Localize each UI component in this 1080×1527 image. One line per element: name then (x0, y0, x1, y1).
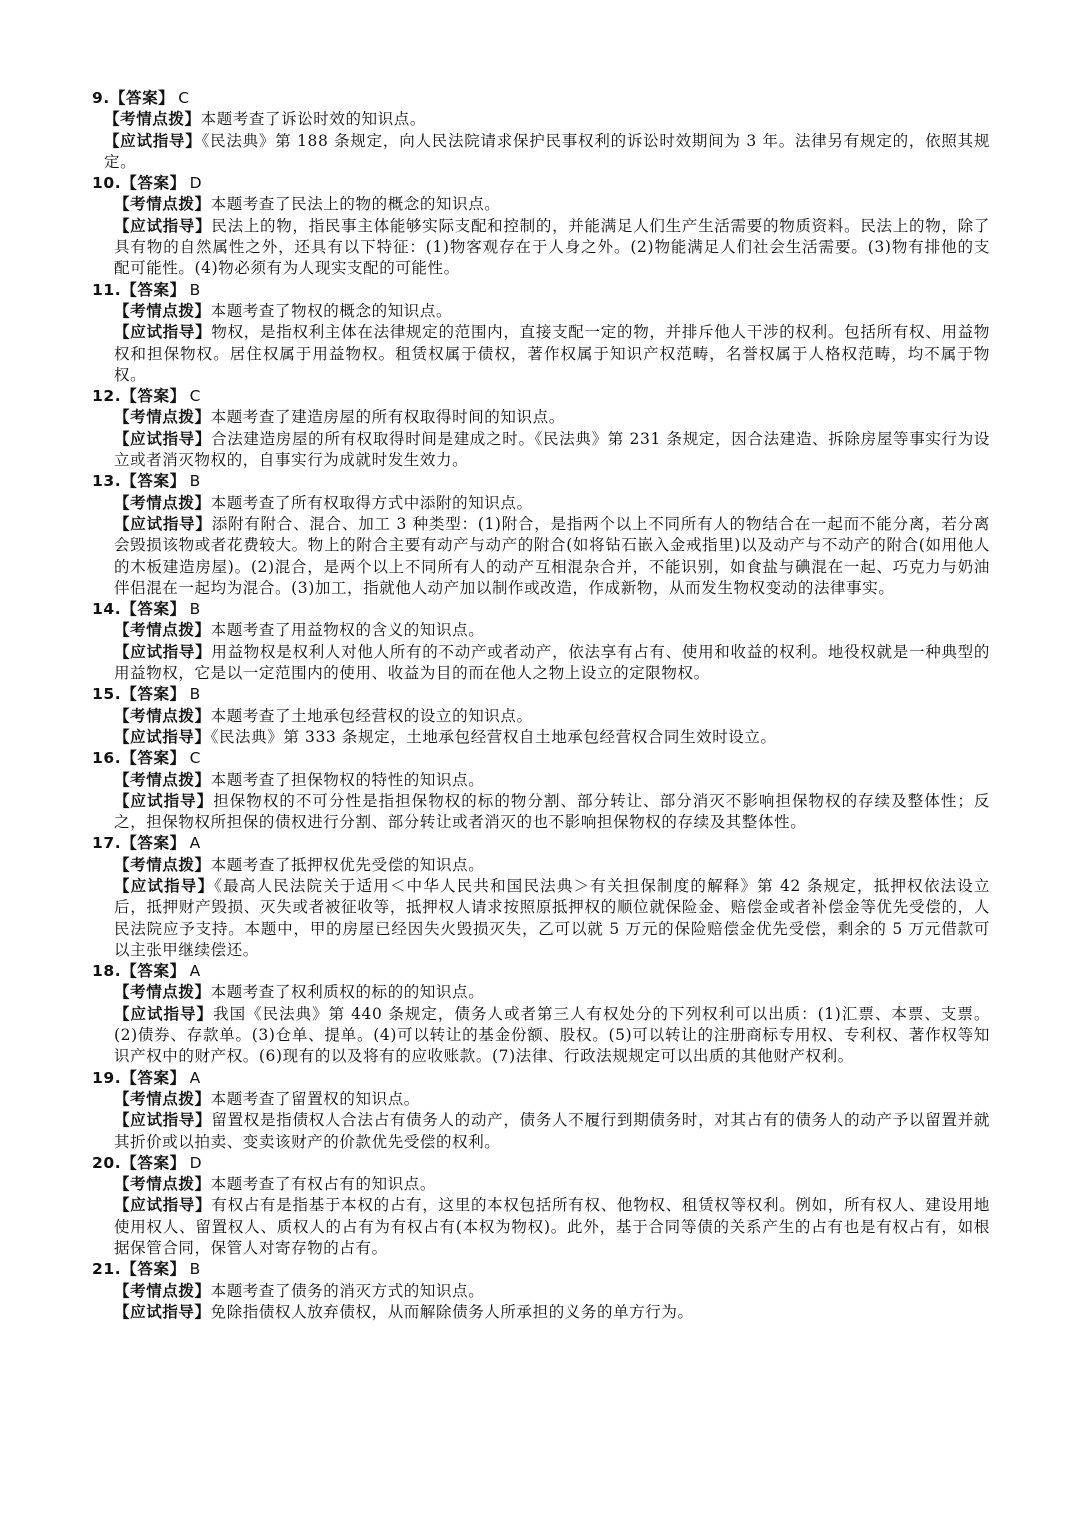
question-16 (92, 748, 990, 833)
points-label: 【考情点拨】 (114, 855, 211, 874)
exam-guide (92, 791, 990, 834)
question-number: 20. (92, 1153, 122, 1172)
exam-points (92, 855, 990, 876)
guide-label: 【应试指导】 (114, 1302, 211, 1321)
guide-label: 【应试指导】 (114, 216, 212, 235)
answer-line (92, 599, 990, 620)
points-label: 【考情点拨】 (114, 1089, 211, 1108)
exam-guide (92, 642, 990, 685)
answer-line (92, 88, 990, 109)
exam-points (92, 706, 990, 727)
guide-label: 【应试指导】 (114, 323, 212, 342)
guide-label: 【应试指导】 (114, 876, 215, 895)
guide-label: 【应试指导】 (114, 642, 212, 661)
guide-label: 【应试指导】 (114, 727, 211, 746)
answer-line (92, 684, 990, 705)
guide-label: 【应试指导】 (104, 131, 202, 150)
answer-label: 【答案】 (121, 174, 186, 193)
points-label: 【考情点拨】 (104, 110, 201, 129)
question-number: 15. (92, 685, 122, 704)
points-text: 本题考查了权利质权的标的的知识点。 (210, 983, 485, 1002)
guide-text: 用益物权是权利人对他人所有的不动产或者动产，依法享有占有、使用和收益的权利。地役权就是一种典型的用益物权，它是以一定范围内的使用、收益为目的而在他人之物上设立的定限物权。 (114, 642, 990, 683)
question-15 (92, 684, 990, 748)
points-text: 本题考查了留置权的知识点。 (210, 1089, 420, 1108)
question-number: 16. (92, 749, 122, 768)
exam-guide (92, 514, 990, 599)
answer-label: 【答案】 (121, 1068, 186, 1087)
exam-guide (92, 727, 990, 748)
guide-label: 【应试指导】 (114, 514, 212, 533)
exam-guide (92, 322, 990, 386)
points-text: 本题考查了诉讼时效的知识点。 (200, 110, 427, 129)
answer-value: D (189, 1153, 203, 1172)
answer-value: B (189, 472, 201, 491)
guide-label: 【应试指导】 (114, 1111, 212, 1130)
question-13 (92, 471, 990, 599)
answer-value: B (189, 280, 201, 299)
exam-points (92, 1281, 990, 1302)
question-14 (92, 599, 990, 684)
answer-label: 【答案】 (121, 749, 186, 768)
answer-value: A (189, 1068, 201, 1087)
guide-text: 物权，是指权利主体在法律规定的范围内，直接支配一定的物，并排斥他人干涉的权利。包括所有权、用益物权和担保物权。居住权属于用益物权。租赁权属于债权，著作权属于知识产权范畴，名誉权属于人格权范畴，均不属于物权。 (114, 323, 990, 384)
points-text: 本题考查了民法上的物的概念的知识点。 (210, 195, 501, 214)
question-9 (92, 88, 990, 173)
answer-line (92, 471, 990, 492)
guide-text: 添附有附合、混合、加工 3 种类型：(1)附合，是指两个以上不同所有人的物结合在一起而不能分离，若分离会毁损该物或者花费较大。物上的附合主要有动产与动产的附合(如将钻石嵌入金戒指里)以及动产与不动产的附合(如用他人的木板建造房屋)。(2)混合，是两个以上不同所有人的动产互相混杂合并，不能识别，如食盐与碘混在一起、巧克力与奶油伴侣混在一起均为混合。(3)加工，指就他人动产加以制作或改造，作成新物，从而发生物权变动的法律事实。 (114, 514, 990, 597)
exam-points (92, 407, 990, 428)
question-12 (92, 386, 990, 471)
exam-guide (92, 1195, 990, 1259)
guide-label: 【应试指导】 (114, 1196, 212, 1215)
answer-value: B (189, 1260, 201, 1279)
points-label: 【考情点拨】 (114, 983, 211, 1002)
question-10 (92, 173, 990, 279)
question-20 (92, 1153, 990, 1259)
question-number: 19. (92, 1068, 122, 1087)
guide-text: 有权占有是指基于本权的占有，这里的本权包括所有权、他物权、租赁权等权利。例如，所有权人、建设用地使用权人、留置权人、质权人的占有为有权占有(本权为物权)。此外，基于合同等债的关系产生的占有也是有权占有，如根据保管合同，保管人对寄存物的占有。 (114, 1196, 990, 1258)
exam-guide (92, 131, 990, 174)
answer-value: A (189, 962, 201, 981)
points-label: 【考情点拨】 (114, 301, 211, 320)
answer-value: A (189, 834, 201, 853)
points-label: 【考情点拨】 (114, 408, 211, 427)
question-number: 12. (92, 387, 122, 406)
answer-label: 【答案】 (121, 280, 186, 299)
question-number: 21. (92, 1260, 122, 1279)
question-17 (92, 833, 990, 961)
answer-label: 【答案】 (121, 685, 186, 704)
answer-label: 【答案】 (121, 834, 186, 853)
answer-label: 【答案】 (121, 472, 186, 491)
answer-line (92, 833, 990, 854)
question-18 (92, 961, 990, 1067)
answer-value: C (189, 749, 202, 768)
question-number: 11. (92, 280, 122, 299)
guide-text: 留置权是指债权人合法占有债务人的动产，债务人不履行到期债务时，对其占有的债务人的动产予以留置并就其折价或以拍卖、变卖该财产的价款优先受偿的权利。 (114, 1111, 990, 1151)
answer-label: 【答案】 (109, 89, 175, 107)
exam-points (92, 982, 990, 1003)
answer-label: 【答案】 (121, 600, 186, 619)
points-text: 本题考查了担保物权的特性的知识点。 (210, 770, 485, 789)
guide-text: 《最高人民法院关于适用＜中华人民共和国民法典＞有关担保制度的解释》第 42 条规定，抵押权依法设立后，抵押财产毁损、灭失或者被征收等，抵押权人请求按照原抵押权的顺位就保险金、赔偿金或者补偿金等优先受偿的，人民法院应予支持。本题中，甲的房屋已经因失火毁损灭失，乙可以就 5 万元的保险赔偿金优先受偿，剩余的 5 万元借款可以主张甲继续偿还。 (114, 876, 990, 959)
answer-line (92, 386, 990, 407)
guide-text: 《民法典》第 188 条规定，向人民法院请求保护民事权利的诉讼时效期间为 3 年。法律另有规定的，依照其规定。 (104, 131, 990, 171)
points-text: 本题考查了有权占有的知识点。 (210, 1175, 437, 1194)
points-text: 本题考查了债务的消灭方式的知识点。 (210, 1281, 485, 1300)
points-label: 【考情点拨】 (114, 1175, 211, 1194)
answer-line (92, 748, 990, 769)
exam-points (92, 1174, 990, 1195)
answer-line (92, 173, 990, 194)
guide-text: 合法建造房屋的所有权取得时间是建成之时。《民法典》第 231 条规定，因合法建造、拆除房屋等事实行为设立或者消灭物权的，自事实行为成就时发生效力。 (114, 429, 991, 470)
points-label: 【考情点拨】 (114, 706, 211, 725)
points-text: 本题考查了建造房屋的所有权取得时间的知识点。 (210, 408, 565, 427)
answer-label: 【答案】 (121, 962, 186, 981)
question-number: 14. (92, 600, 122, 619)
answer-label: 【答案】 (121, 387, 186, 406)
answer-line (92, 1068, 990, 1089)
question-number: 10. (92, 174, 122, 193)
exam-guide (92, 1110, 990, 1153)
points-label: 【考情点拨】 (114, 770, 211, 789)
exam-guide (92, 876, 990, 961)
answer-line (92, 961, 990, 982)
exam-guide (92, 1302, 990, 1323)
answer-line (92, 1153, 990, 1174)
guide-text: 免除指债权人放弃债权，从而解除债务人所承担的义务的单方行为。 (210, 1302, 694, 1321)
answer-value: C (189, 387, 202, 406)
points-text: 本题考查了土地承包经营权的设立的知识点。 (210, 706, 533, 725)
points-text: 本题考查了所有权取得方式中添附的知识点。 (210, 493, 533, 512)
guide-text: 担保物权的不可分性是指担保物权的标的物分割、部分转让、部分消灭不影响担保物权的存续及整体性；反之，担保物权所担保的债权进行分割、部分转让或者消灭的也不影响担保物权的存续及其整体性。 (114, 791, 990, 832)
guide-text: 民法上的物，指民事主体能够实际支配和控制的，并能满足人们生产生活需要的物质资料。民法上的物，除了具有物的自然属性之外，还具有以下特征：(1)物客观存在于人身之外。(2)物能满足人们社会生活需要。(3)物有排他的支配可能性。(4)物必须有为人现实支配的可能性。 (114, 216, 990, 278)
exam-guide (92, 216, 990, 280)
answer-explanations (92, 88, 990, 1323)
points-label: 【考情点拨】 (114, 493, 211, 512)
exam-guide (92, 429, 990, 472)
exam-points (92, 493, 990, 514)
exam-points (92, 109, 990, 130)
question-19 (92, 1068, 990, 1153)
points-label: 【考情点拨】 (114, 1281, 211, 1300)
question-21 (92, 1259, 990, 1323)
question-number: 17. (92, 834, 122, 853)
answer-label: 【答案】 (121, 1260, 186, 1279)
answer-value: B (189, 600, 201, 619)
question-number: 13. (92, 472, 122, 491)
points-text: 本题考查了用益物权的含义的知识点。 (210, 621, 485, 640)
answer-value: C (178, 89, 190, 107)
guide-label: 【应试指导】 (114, 1004, 214, 1023)
exam-points (92, 194, 990, 215)
exam-points (92, 770, 990, 791)
exam-points (92, 1089, 990, 1110)
guide-label: 【应试指导】 (114, 791, 214, 810)
question-11 (92, 280, 990, 386)
answer-line (92, 280, 990, 301)
question-number: 9. (92, 89, 110, 107)
points-text: 本题考查了抵押权优先受偿的知识点。 (210, 855, 485, 874)
answer-value: B (189, 685, 201, 704)
points-text: 本题考查了物权的概念的知识点。 (210, 301, 453, 320)
answer-label: 【答案】 (121, 1153, 186, 1172)
guide-text: 《民法典》第 333 条规定，土地承包经营权自土地承包经营权合同生效时设立。 (210, 727, 777, 746)
answer-value: D (189, 174, 203, 193)
exam-points (92, 301, 990, 322)
answer-line (92, 1259, 990, 1280)
guide-label: 【应试指导】 (114, 429, 212, 448)
exam-points (92, 620, 990, 641)
points-label: 【考情点拨】 (114, 621, 211, 640)
question-number: 18. (92, 962, 122, 981)
exam-guide (92, 1004, 990, 1068)
guide-text: 我国《民法典》第 440 条规定，债务人或者第三人有权处分的下列权利可以出质：(1)汇票、本票、支票。(2)债券、存款单。(3)仓单、提单。(4)可以转让的基金份额、股权。(5)可以转让的注册商标专用权、专利权、著作权等知识产权中的财产权。(6)现有的以及将有的应收账款。(7)法律、行政法规规定可以出质的其他财产权利。 (114, 1004, 990, 1066)
points-label: 【考情点拨】 (114, 195, 211, 214)
